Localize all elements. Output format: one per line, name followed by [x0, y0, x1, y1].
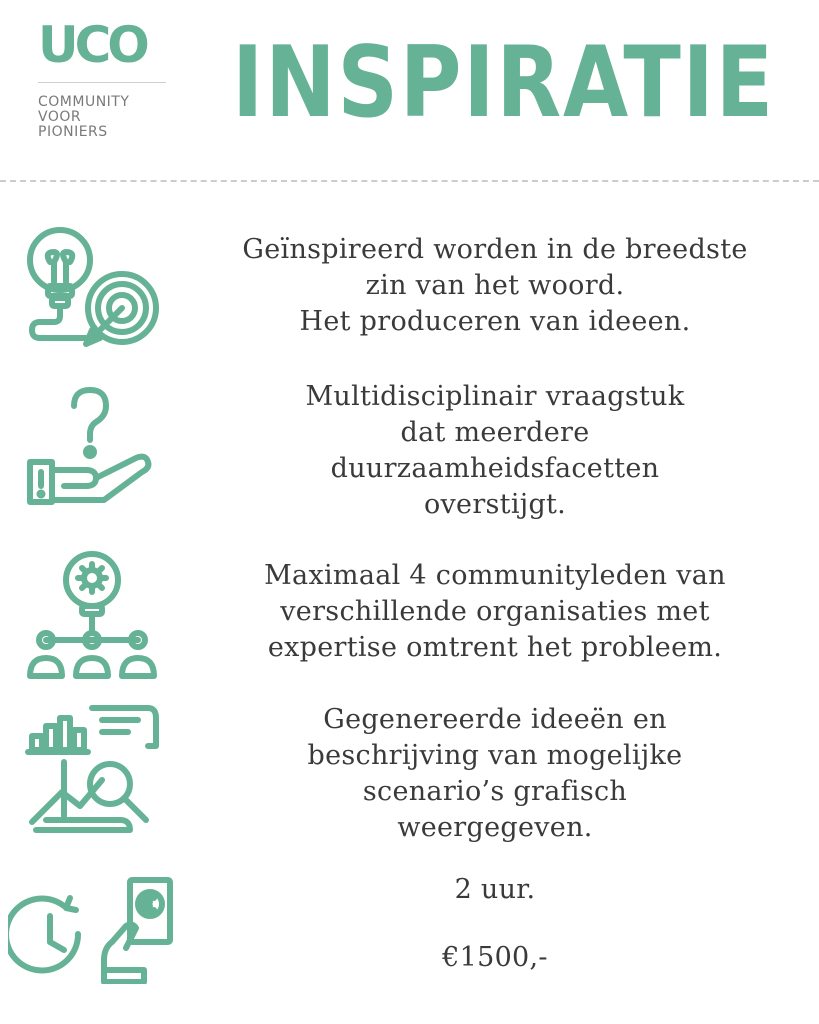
text-line: weergegeven.	[397, 812, 593, 843]
text-line: overstijgt.	[423, 489, 567, 520]
charts-magnifier-icon	[22, 702, 162, 834]
section-price-text	[200, 940, 790, 976]
text-line: Geïnspireerd worden in de breedste	[242, 234, 748, 265]
dashed-divider	[0, 180, 819, 182]
section-team-text	[200, 558, 790, 666]
section-output-text	[200, 702, 790, 846]
logo-line-2: VOOR	[38, 109, 82, 125]
text-line: beschrijving van mogelijke	[307, 740, 683, 771]
section-question-text	[200, 379, 790, 523]
lightbulb-target-icon	[22, 222, 162, 352]
text-line: duurzaamheidsfacetten	[330, 453, 660, 484]
text-line: zin van het woord.	[365, 270, 625, 301]
text-line: dat meerdere	[400, 417, 590, 448]
duration-text: 2 uur.	[454, 874, 536, 905]
text-line: verschillende organisaties met	[280, 596, 710, 627]
text-line: Gegenereerde ideeën en	[323, 704, 667, 735]
price-text: €1500,-	[442, 942, 548, 973]
text-line: Maximaal 4 communityleden van	[264, 560, 726, 591]
logo-line-3: PIONIERS	[38, 124, 108, 140]
logo-divider	[38, 82, 166, 83]
question-hand-icon	[22, 384, 162, 510]
logo-mark: UCO	[38, 16, 146, 74]
page-title: INSPIRATIE	[232, 26, 775, 140]
text-line: scenario’s grafisch	[362, 776, 628, 807]
clock-payment-icon	[8, 876, 178, 984]
text-line: Multidisciplinair vraagstuk	[305, 381, 685, 412]
text-line: expertise omtrent het probleem.	[267, 632, 723, 663]
uco-logo	[38, 16, 168, 140]
section-time-text	[200, 872, 790, 908]
section-inspiration-text	[200, 232, 790, 340]
logo-line-1: COMMUNITY	[38, 94, 130, 110]
idea-network-people-icon	[22, 548, 162, 680]
text-line: Het produceren van ideeen.	[299, 306, 691, 337]
